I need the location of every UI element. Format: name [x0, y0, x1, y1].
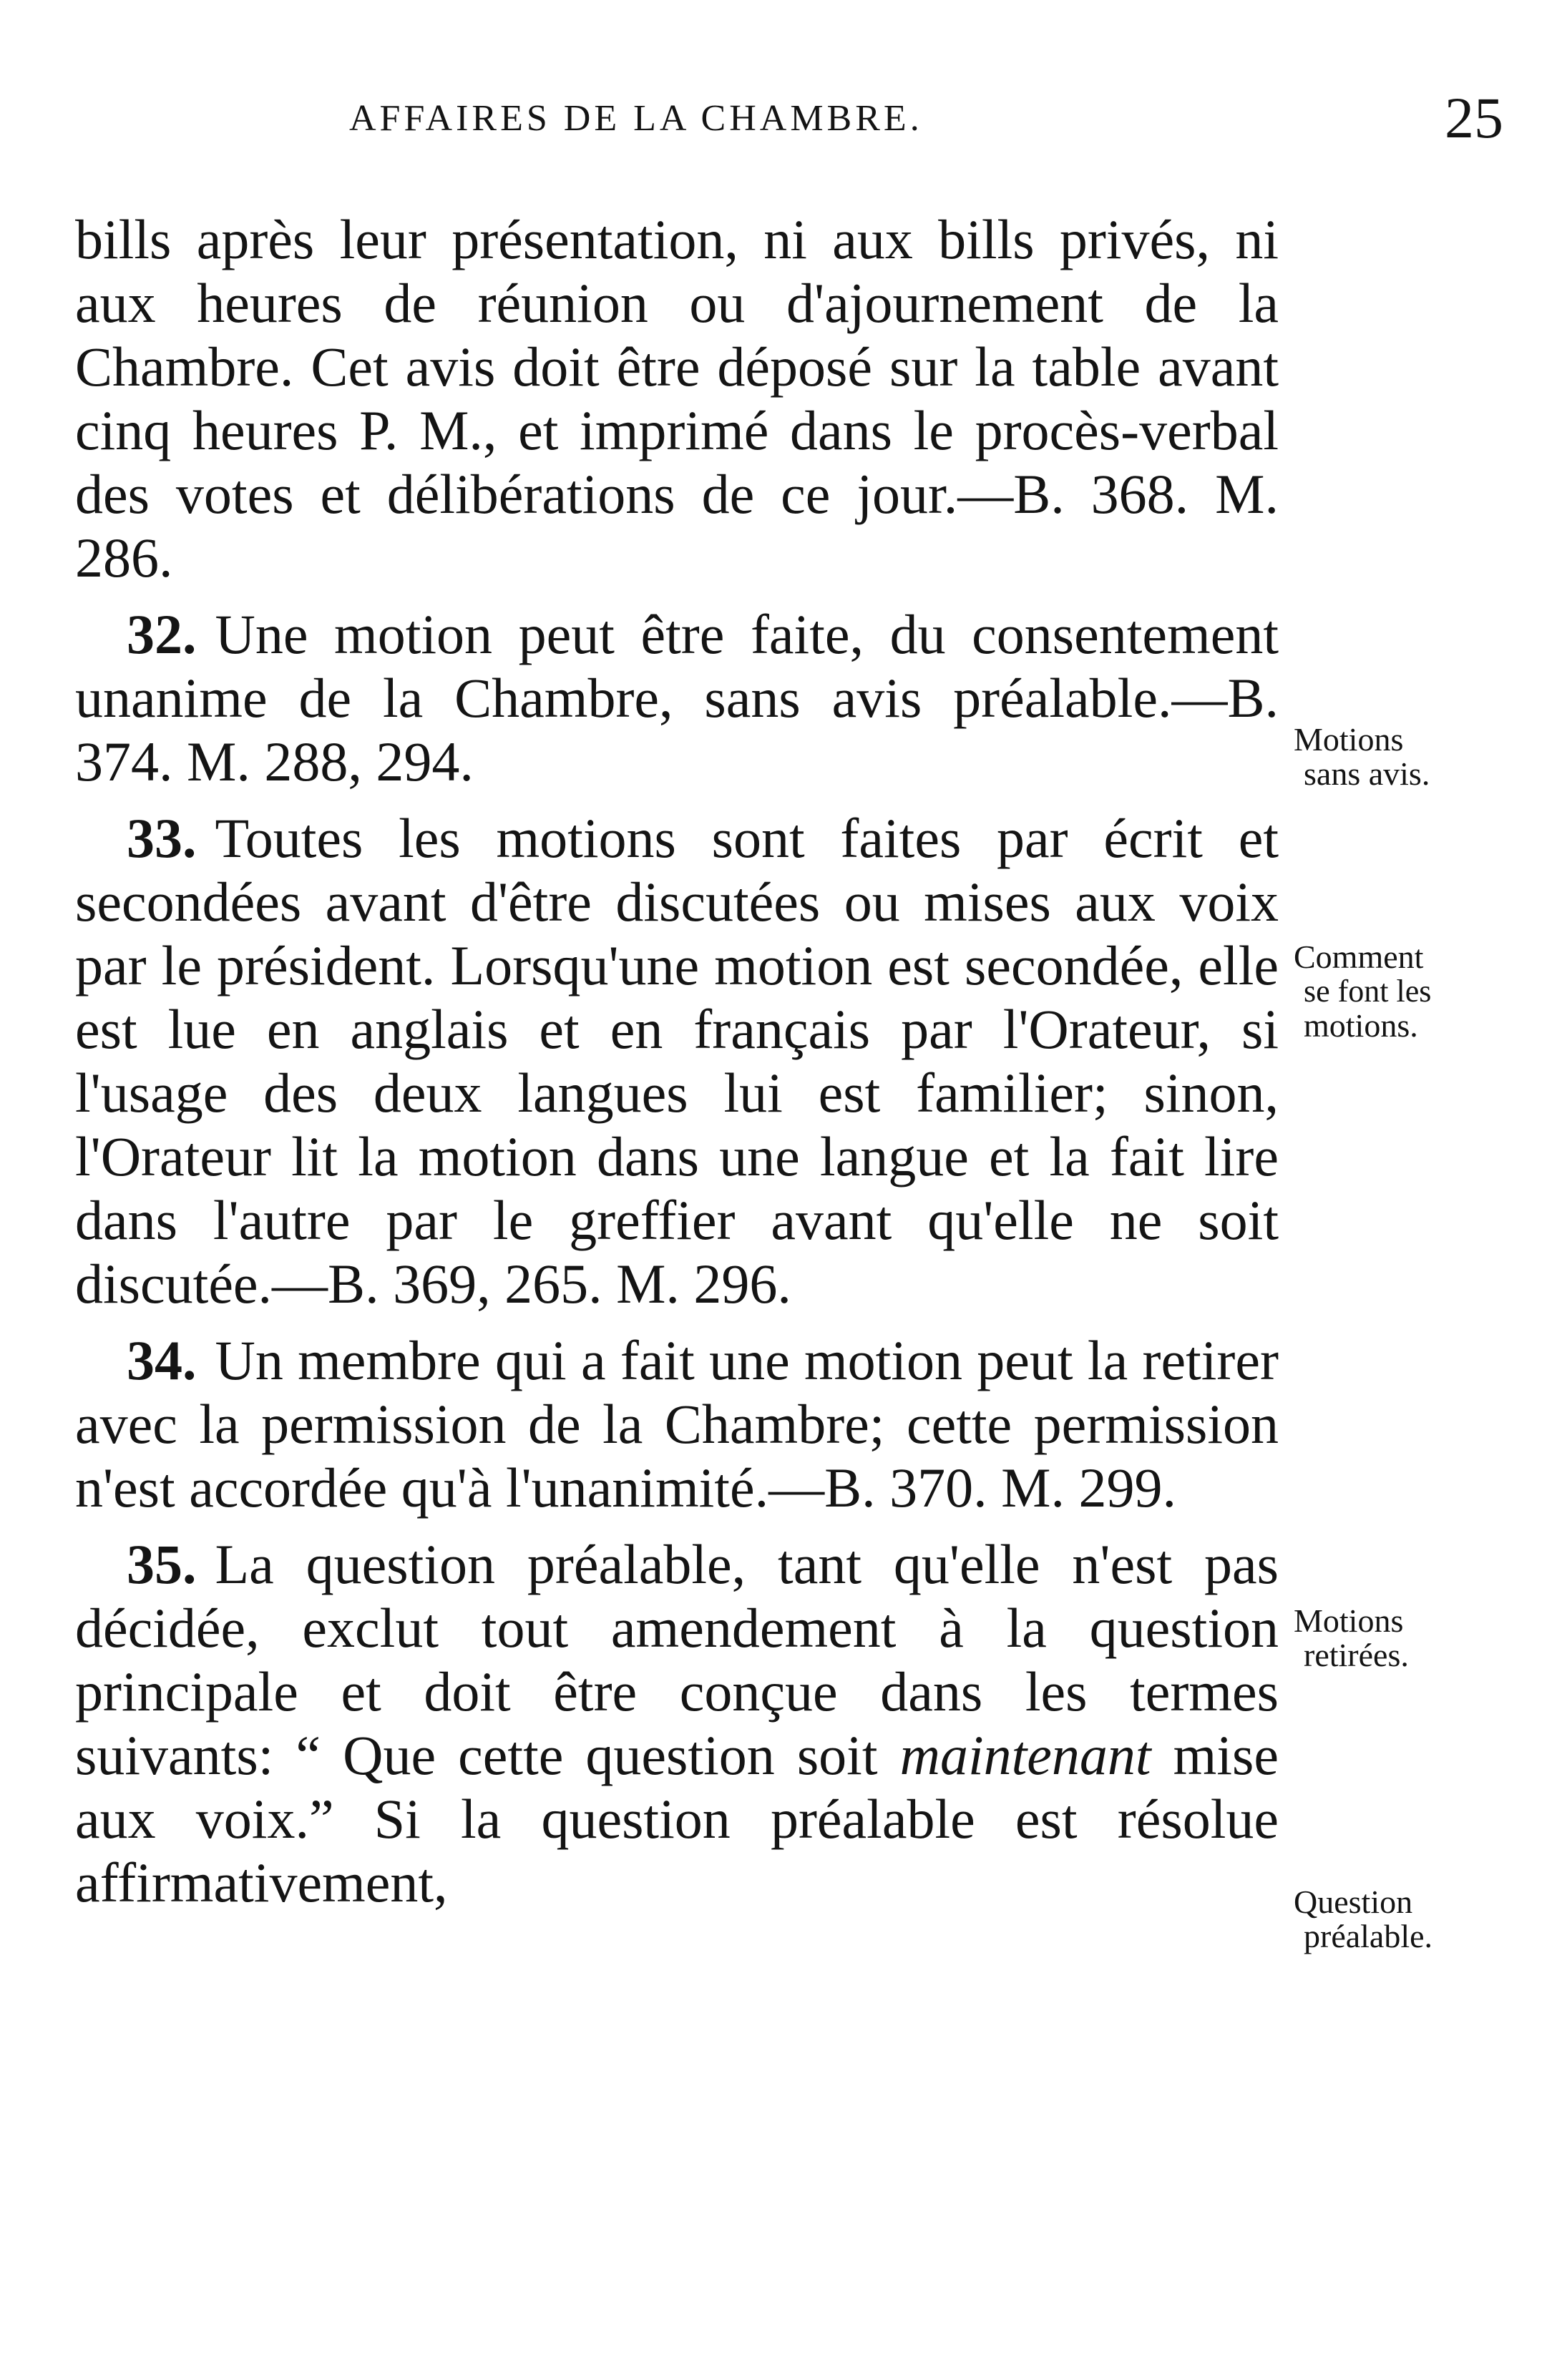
paragraph-continued — [75, 207, 1279, 589]
body-text — [75, 207, 1279, 1914]
rule-number: 33. — [127, 807, 197, 869]
rule-32 — [75, 602, 1279, 793]
page-header — [0, 84, 1562, 149]
rule-number: 34. — [127, 1329, 197, 1391]
margin-note-line: Motions — [1294, 1602, 1404, 1639]
rule-text: Toutes les motions sont faites par écrit et secondées avant d'être discutées ou mises aux voix par le président. Lorsqu'une motion est secondée, elle est lue en anglais et en français par l'Orateur, si l'usage des deux langues lui est familier; sinon, l'Orateur lit la motion dans une langue et la fait lire dans l'autre par le greffier avant qu'elle ne soit discutée.—B. 369, 265. M. 296. — [75, 807, 1279, 1315]
margin-note-line: Question — [1294, 1884, 1413, 1920]
rule-35 — [75, 1532, 1279, 1914]
margin-note-motions-retirees — [1294, 1604, 1508, 1673]
margin-note-motions-sans-avis — [1294, 723, 1508, 791]
margin-note-line: sans avis. — [1304, 755, 1430, 792]
margin-note-line: motions. — [1304, 1007, 1418, 1044]
page-number: 25 — [1445, 85, 1503, 150]
margin-note-line: se font les — [1304, 974, 1432, 1009]
rule-text-end: mise aux voix.” Si la question préalable est résolue affirmativement, — [75, 1724, 1279, 1914]
rule-text-start: La question préalable, tant qu'elle n'est pas décidée, exclut tout amendement à la question principale et doit être conçue dans les termes suivants: “ Que cette question soit — [75, 1533, 1279, 1786]
rule-text: Une motion peut être faite, du consentement unanime de la Chambre, sans avis préalable.—B. 374. M. 288, 294. — [75, 603, 1279, 793]
margin-note-line: Motions — [1294, 721, 1404, 758]
margin-note-line: retirées. — [1304, 1637, 1409, 1673]
rule-text-emphasis: maintenant — [899, 1724, 1151, 1786]
running-title: AFFAIRES DE LA CHAMBRE. — [349, 98, 923, 139]
margin-note-comment-se-font — [1294, 940, 1508, 1043]
rule-text: Un membre qui a fait une motion peut la retirer avec la permission de la Chambre; cette permission n'est accordée qu'à l'unanimité.—B. 370. M. 299. — [75, 1329, 1279, 1519]
margin-note-question-prealable — [1294, 1885, 1508, 1954]
rule-34 — [75, 1328, 1279, 1519]
rule-33 — [75, 806, 1279, 1316]
rule-number: 32. — [127, 603, 197, 665]
paragraph-text: bills après leur présentation, ni aux bills privés, ni aux heures de réunion ou d'ajournement de la Chambre. Cet avis doit être déposé sur la table avant cinq heures P. M., et imprimé dans le procès-verbal des votes et délibérations de ce jour.—B. 368. M. 286. — [75, 208, 1279, 589]
rule-number: 35. — [127, 1533, 197, 1595]
margin-note-line: préalable. — [1304, 1918, 1433, 1954]
margin-note-line: Comment — [1294, 939, 1424, 975]
